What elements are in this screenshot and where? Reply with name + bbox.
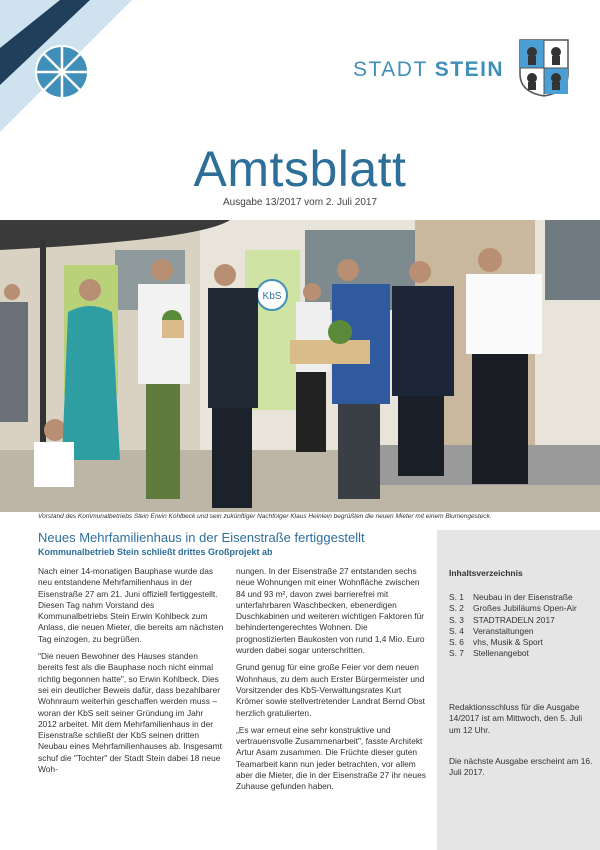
article-paragraph: Grund genug für eine große Feier vor dem neuen Wohnhaus, zu dem auch Erster Bürgermeister und Vorsitzender des KbS-Verwaltungsrates Kurt Krömer sowie stellvertretender Landrat Bernd Obst herzlich gratulierten.: [236, 662, 425, 718]
toc-item[interactable]: [449, 648, 599, 659]
toc-item[interactable]: [449, 637, 599, 648]
photo-illustration: [0, 220, 600, 512]
toc-item[interactable]: [449, 592, 599, 603]
toc-page-number: S. 7: [449, 648, 464, 659]
article-subheadline: Kommunalbetrieb Stein schließt drittes Großprojekt ab: [38, 547, 273, 557]
coat-of-arms-icon: [518, 38, 570, 98]
event-photo: [0, 220, 600, 512]
toc-label: Großes Jubiläums Open-Air: [473, 603, 577, 614]
publication-title: Amtsblatt: [193, 141, 407, 197]
table-of-contents: [449, 592, 599, 660]
issue-info: Ausgabe 13/2017 vom 2. Juli 2017: [223, 197, 377, 208]
city-logo-graphic: [0, 0, 140, 140]
article-column-2: [236, 566, 426, 799]
toc-item[interactable]: [449, 603, 599, 614]
next-issue-note: Die nächste Ausgabe erscheint am 16. Juli 2017.: [449, 756, 593, 778]
photo-caption: Vorstand des Kommunalbetriebs Stein Erwin Kohlbeck und sein zukünftiger Nachfolger Klaus Heinlein begrüßten die neuen Mieter mit einem Blumengesteck.: [38, 513, 492, 520]
toc-title: Inhaltsverzeichnis: [449, 568, 523, 578]
toc-item[interactable]: [449, 626, 599, 637]
toc-label: Stellenangebot: [473, 648, 529, 659]
brand-name: STADT STEIN: [353, 58, 505, 81]
toc-page-number: S. 2: [449, 603, 464, 614]
editorial-deadline: Redaktionsschluss für die Ausgabe 14/2017 ist am Mittwoch, den 5. Juli um 12 Uhr.: [449, 702, 583, 735]
toc-label: STADTRADELN 2017: [473, 614, 555, 625]
article-paragraph: „Es war erneut eine sehr konstruktive und vertrauensvolle Zusammenarbeit", fasste Architekt Artur Asam zusammen. Die Früchte dieser guten Teamarbeit kann nun jeder betrachten, vor allem aber die Mieter, die in der Eisenstraße 27 ihr neues Zuhause gefunden haben.: [236, 724, 426, 792]
toc-item[interactable]: [449, 615, 599, 626]
sidebar-box: [437, 530, 600, 850]
toc-label: vhs, Musik & Sport: [473, 637, 543, 648]
banner-text: KbS: [262, 291, 282, 302]
article-headline: Neues Mehrfamilienhaus in der Eisenstraße fertiggestellt: [38, 530, 365, 545]
article-paragraph: "Die neuen Bewohner des Hauses standen bereits fest als die Bauphase noch nicht einmal richtig begonnen hatte", so Erwin Kohlbeck. Dies sei ein deutlicher Beweis dafür, dass bezahlbarer Wohnraum weiterhin geschaffen werden muss – woran der KbS seit seiner Gründung im Jahr 2012 arbeitet. Mit dem Mehrfamilienhaus in der Eisenstraße schließt der KbS seinen dritten Neubau eines Mehrfamilienhauses ab. Insgesamt schuf die "Tochter" der Stadt Stein dabei 18 neue Woh-: [38, 651, 222, 775]
article-paragraph: Nach einer 14-monatigen Bauphase wurde das neu entstandene Mehrfamilienhaus in der Eisenstraße 27 am 21. Juni offiziell fertiggestellt. Diesen Tag nahm Vorstand des Kommunalbetriebs Stein Erwin Kohlbeck zum Anlass, die neuen Mieter, die bereits am nächsten Tag einzogen, zu begrüßen.: [38, 566, 224, 644]
article-column-1: [38, 566, 224, 781]
toc-page-number: S. 4: [449, 625, 464, 636]
toc-page-number: S. 3: [449, 614, 464, 625]
toc-page-number: S. 6: [449, 637, 464, 648]
toc-label: Neubau in der Eisenstraße: [473, 592, 573, 602]
article-paragraph: nungen. In der Eisenstraße 27 entstanden sechs neue Wohnungen mit einer Wohnfläche zwischen 84 und 93 m², davon zwei barrierefrei mit unterfahrbaren Waschbecken, ebenerdigen Duschkabinen und weiteren wichtigen Faktoren für behindertengerechtes Wohnen. Die prognostizierten Baukosten von rund 1,4 Mio. Euro wurden dabei sogar unterschritten.: [236, 566, 425, 656]
toc-label: Veranstaltungen: [473, 625, 534, 636]
toc-page-number: S. 1: [449, 592, 464, 602]
